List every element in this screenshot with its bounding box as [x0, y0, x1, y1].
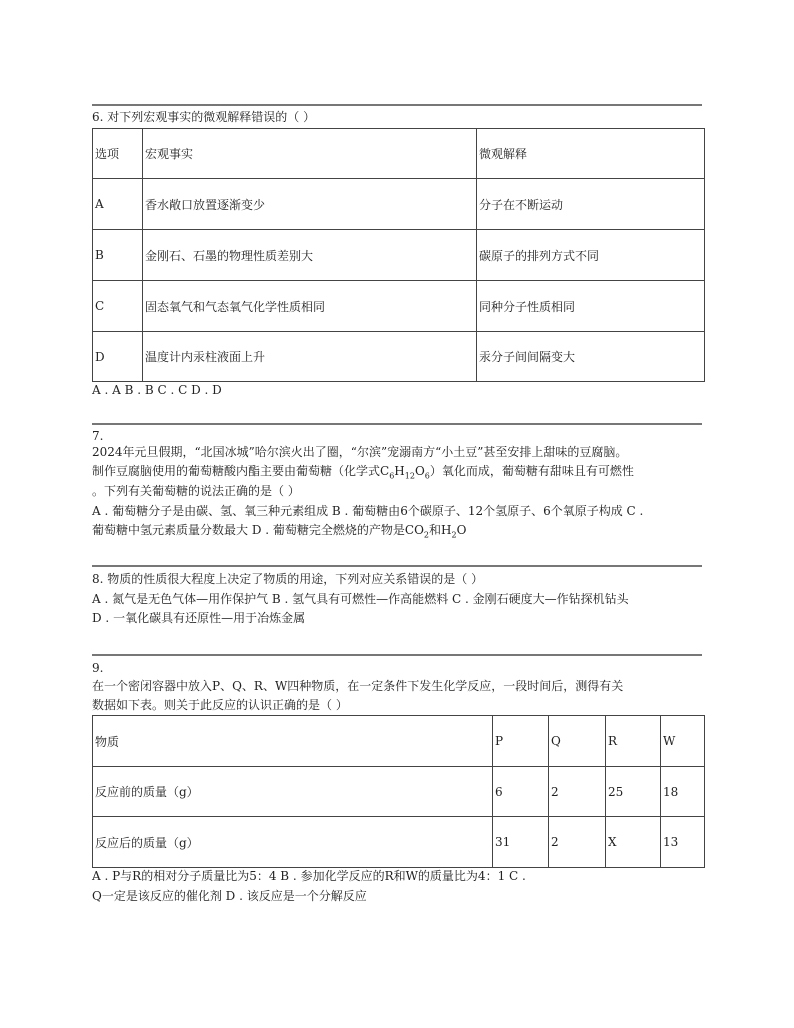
header-cell: 物质: [93, 716, 493, 767]
question-7-text-line: 2024年元旦假期，“北国冰城”哈尔滨火出了圈，“尔滨”宠溺南方“小土豆”甚至安排上甜味的豆腐脑。: [92, 445, 628, 459]
separator: [92, 565, 702, 567]
header-cell: 选项: [93, 129, 143, 179]
question-9-number: 9.: [92, 661, 104, 675]
table-cell: 温度计内汞柱液面上升: [143, 332, 477, 382]
question-9-text-line: 在一个密闭容器中放入P、Q、R、W四种物质，在一定条件下发生化学反应，一段时间后，测得有关: [92, 679, 624, 693]
subscript: 6: [389, 471, 395, 481]
table-cell: D: [93, 332, 143, 382]
question-8-stem: 8. 物质的性质很大程度上决定了物质的用途，下列对应关系错误的是（ ）: [92, 572, 484, 586]
header-cell: P: [493, 716, 549, 767]
table-cell: 反应前的质量（g）: [93, 767, 493, 817]
table-cell: 同种分子性质相同: [477, 281, 705, 332]
separator: [92, 654, 702, 656]
table-cell: 18: [661, 767, 705, 817]
table-cell: 反应后的质量（g）: [93, 817, 493, 868]
table-row: [93, 767, 705, 817]
table-cell: 金刚石、石墨的物理性质差别大: [143, 230, 477, 281]
subscript: 2: [423, 530, 429, 540]
separator: [92, 423, 702, 425]
table-cell: A: [93, 179, 143, 230]
question-7-number: 7.: [92, 429, 104, 443]
table-cell: B: [93, 230, 143, 281]
table-cell: 6: [493, 767, 549, 817]
table-cell: 31: [493, 817, 549, 868]
question-7-options-line: A . 葡萄糖分子是由碳、氢、氧三种元素组成 B . 葡萄糖由6个碳原子、12个氢原子、6个氧原子构成 C .: [92, 504, 644, 518]
text-run: 葡萄糖中氢元素质量分数最大 D . 葡萄糖完全燃烧的产物是CO: [92, 523, 424, 537]
header-cell: 微观解释: [477, 129, 705, 179]
table-cell: 2: [549, 817, 606, 868]
table-cell: 汞分子间间隔变大: [477, 332, 705, 382]
table-cell: 香水敞口放置逐渐变少: [143, 179, 477, 230]
table-cell: 13: [661, 817, 705, 868]
table-header-row: [93, 716, 705, 767]
question-8-options-line: A . 氮气是无色气体—用作保护气 B . 氢气具有可燃性—作高能燃料 C . 金刚石硬度大—作钻探机钻头: [92, 592, 629, 606]
text-run: O: [414, 464, 425, 478]
question-6-table: [92, 128, 705, 382]
text-run: 制作豆腐脑使用的葡萄糖酸内酯主要由葡萄糖（化学式C: [92, 464, 390, 478]
question-9-text-line: 数据如下表。则关于此反应的认识正确的是（ ）: [92, 698, 348, 712]
question-6-stem: 6. 对下列宏观事实的微观解释错误的（ ）: [92, 110, 316, 124]
text-run: O: [456, 523, 467, 537]
subscript: 6: [424, 471, 430, 481]
question-9-options-line: Q一定是该反应的催化剂 D . 该反应是一个分解反应: [92, 889, 367, 903]
table-row: [93, 230, 705, 281]
subscript: 12: [404, 471, 415, 481]
question-9-options-line: A . P与R的相对分子质量比为5：4 B . 参加化学反应的R和W的质量比为4：1 C .: [92, 869, 526, 883]
table-row: [93, 179, 705, 230]
table-row: [93, 332, 705, 382]
table-cell: X: [606, 817, 661, 868]
table-header-row: [93, 129, 705, 179]
question-6-options: A . A B . B C . C D . D: [92, 383, 222, 397]
subscript: 2: [451, 530, 457, 540]
question-9-table: [92, 715, 705, 868]
header-cell: R: [606, 716, 661, 767]
table-cell: 分子在不断运动: [477, 179, 705, 230]
header-cell: 宏观事实: [143, 129, 477, 179]
table-cell: C: [93, 281, 143, 332]
table-cell: 碳原子的排列方式不同: [477, 230, 705, 281]
text-run: H: [394, 464, 405, 478]
question-7-text-line: 。下列有关葡萄糖的说法正确的是（ ）: [92, 484, 300, 498]
text-run: ）氧化而成，葡萄糖有甜味且有可燃性: [429, 464, 634, 478]
table-row: [93, 817, 705, 868]
question-7-options-line: [92, 521, 712, 544]
header-cell: W: [661, 716, 705, 767]
text-run: 和H: [429, 523, 452, 537]
table-cell: 2: [549, 767, 606, 817]
table-cell: 固态氧气和气态氧气化学性质相同: [143, 281, 477, 332]
table-row: [93, 281, 705, 332]
separator: [92, 104, 702, 106]
header-cell: Q: [549, 716, 606, 767]
question-8-options-line: D . 一氧化碳具有还原性—用于冶炼金属: [92, 611, 306, 625]
table-cell: 25: [606, 767, 661, 817]
